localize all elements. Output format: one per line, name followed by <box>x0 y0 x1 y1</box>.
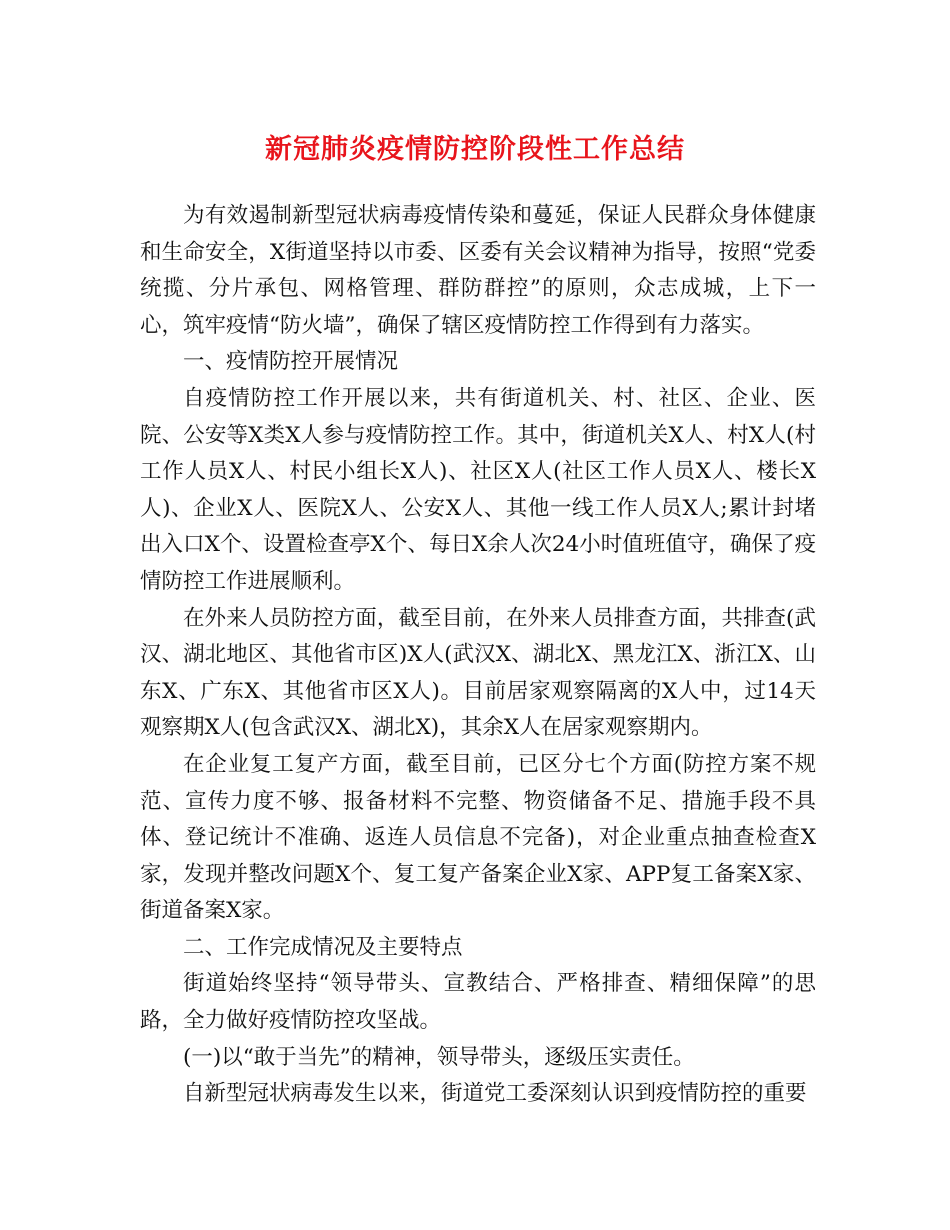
paragraph-intro: 为有效遏制新型冠状病毒疫情传染和蔓延，保证人民群众身体健康和生命安全，X街道坚持以市委、区委有关会议精神为指导，按照“党委统揽、分片承包、网格管理、群防群控”的原则，众志成城，上下一心，筑牢疫情“防火墙”，确保了辖区疫情防控工作得到有力落实。 <box>140 203 816 338</box>
section-heading-1: 一、疫情防控开展情况 <box>183 349 399 375</box>
paragraph-leadership: 自新型冠状病毒发生以来，街道党工委深刻认识到疫情防控的重要 <box>183 1081 807 1107</box>
section-heading-2: 二、工作完成情况及主要特点 <box>183 934 463 960</box>
paragraph-enterprises: 在企业复工复产方面，截至目前，已区分七个方面(防控方案不规范、宣传力度不够、报备材料不完整、物资储备不足、措施手段不具体、登记统计不准确、返连人员信息不完备)，对企业重点抽查检查X家，发现并整改问题X个、复工复产备案企业X家、APP复工备案X家、街道备案X家。 <box>140 751 816 924</box>
document-body <box>140 198 816 1113</box>
paragraph-approach: 街道始终坚持“领导带头、宣教结合、严格排查、精细保障”的思路，全力做好疫情防控攻坚战。 <box>140 971 816 1034</box>
document-title: 新冠肺炎疫情防控阶段性工作总结 <box>265 134 685 165</box>
subsection-heading-1: (一)以“敢于当先”的精神，领导带头，逐级压实责任。 <box>183 1044 695 1070</box>
paragraph-personnel: 自疫情防控工作开展以来，共有街道机关、村、社区、企业、医院、公安等X类X人参与疫情防控工作。其中，街道机关X人、村X人(村工作人员X人、村民小组长X人)、社区X人(社区工作人员X人、楼长X人)、企业X人、医院X人、公安X人、其他一线工作人员X人;累计封堵出入口X个、设置检查亭X个、每日X余人次24小时值班值守，确保了疫情防控工作进展顺利。 <box>140 385 816 594</box>
paragraph-outsiders: 在外来人员防控方面，截至目前，在外来人员排查方面，共排查(武汉、湖北地区、其他省市区)X人(武汉X、湖北X、黑龙江X、浙江X、山东X、广东X、其他省市区X人)。目前居家观察隔离的X人中，过14天观察期X人(包含武汉X、湖北X)，其余X人在居家观察期内。 <box>140 605 816 741</box>
